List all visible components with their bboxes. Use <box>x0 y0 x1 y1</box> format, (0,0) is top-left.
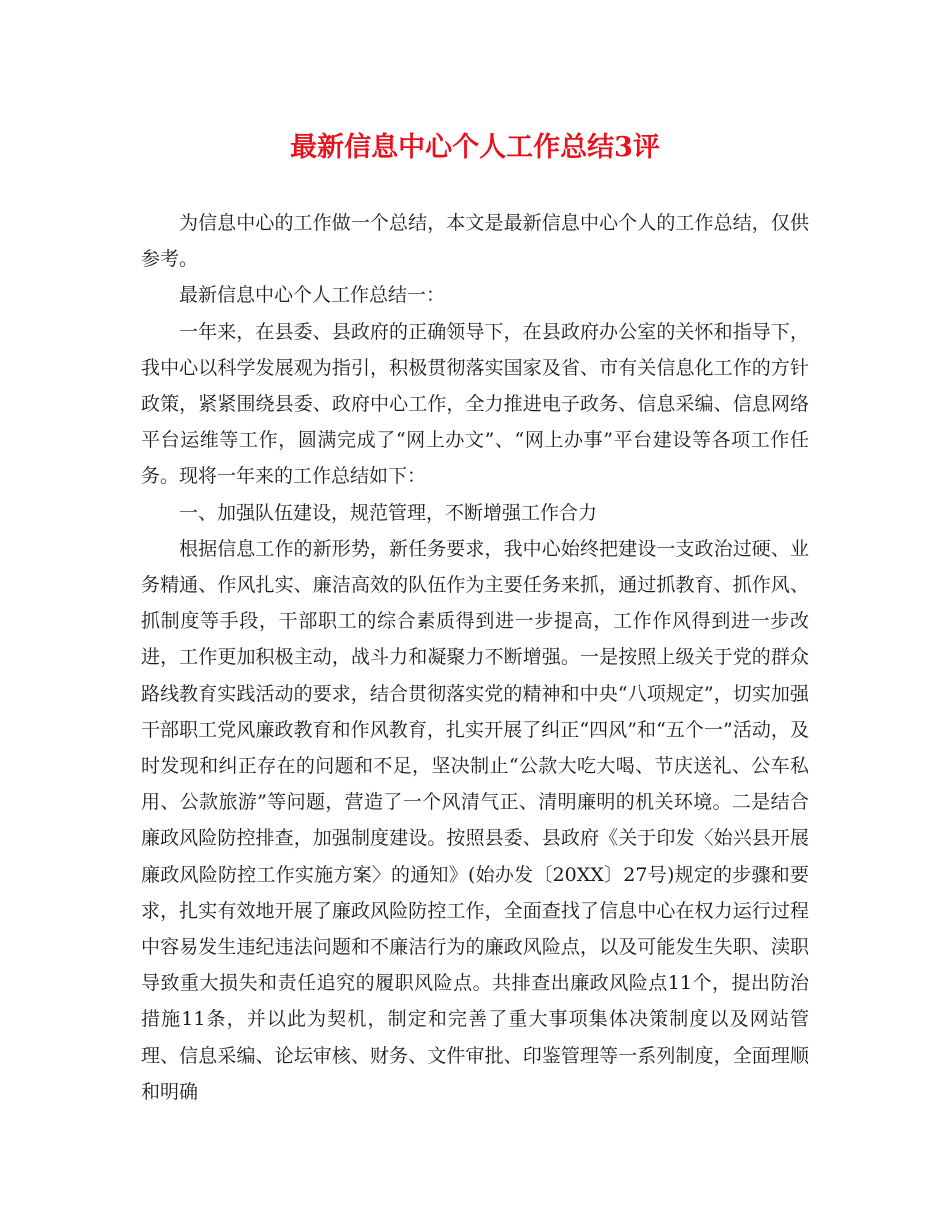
paragraph-team-building: 根据信息工作的新形势，新任务要求，我中心始终把建设一支政治过硬、业务精通、作风扎实、廉洁高效的队伍作为主要任务来抓，通过抓教育、抓作风、抓制度等手段，干部职工的综合素质得到进一步提高，工作作风得到进一步改进，工作更加积极主动，战斗力和凝聚力不断增强。一是按照上级关于党的群众路线教育实践活动的要求，结合贯彻落实党的精神和中央“八项规定”，切实加强干部职工党风廉政教育和作风教育，扎实开展了纠正“四风”和“五个一”活动，及时发现和纠正存在的问题和不足，坚决制止“公款大吃大喝、节庆送礼、公车私用、公款旅游”等问题，营造了一个风清气正、清明廉明的机关环境。二是结合廉政风险防控排查，加强制度建设。按照县委、县政府《关于印发〈始兴县开展廉政风险防控工作实施方案〉的通知》(始办发〔20XX〕27号)规定的步骤和要求，扎实有效地开展了廉政风险防控工作，全面查找了信息中心在权力运行过程中容易发生违纪违法问题和不廉洁行为的廉政风险点，以及可能发生失职、渎职导致重大损失和责任追究的履职风险点。共排查出廉政风险点11个，提出防治措施11条，并以此为契机，制定和完善了重大事项集体决策制度以及网站管理、信息采编、论坛审核、财务、文件审批、印鉴管理等一系列制度，全面理顺和明确 <box>141 537 809 1103</box>
document-title: 最新信息中心个人工作总结3评 <box>290 132 660 163</box>
document-body <box>141 205 809 1110</box>
paragraph-heading-part-one: 最新信息中心个人工作总结一： <box>179 284 446 307</box>
paragraph-intro: 为信息中心的工作做一个总结，本文是最新信息中心个人的工作总结，仅供参考。 <box>141 212 809 271</box>
section-heading-1: 一、加强队伍建设，规范管理，不断增强工作合力 <box>179 501 598 524</box>
paragraph-overview: 一年来，在县委、县政府的正确领导下，在县政府办公室的关怀和指导下，我中心以科学发展观为指引，积极贯彻落实国家及省、市有关信息化工作的方针政策，紧紧围绕县委、政府中心工作，全力推进电子政务、信息采编、信息网络平台运维等工作，圆满完成了“网上办文”、“网上办事”平台建设等各项工作任务。现将一年来的工作总结如下： <box>141 320 809 488</box>
